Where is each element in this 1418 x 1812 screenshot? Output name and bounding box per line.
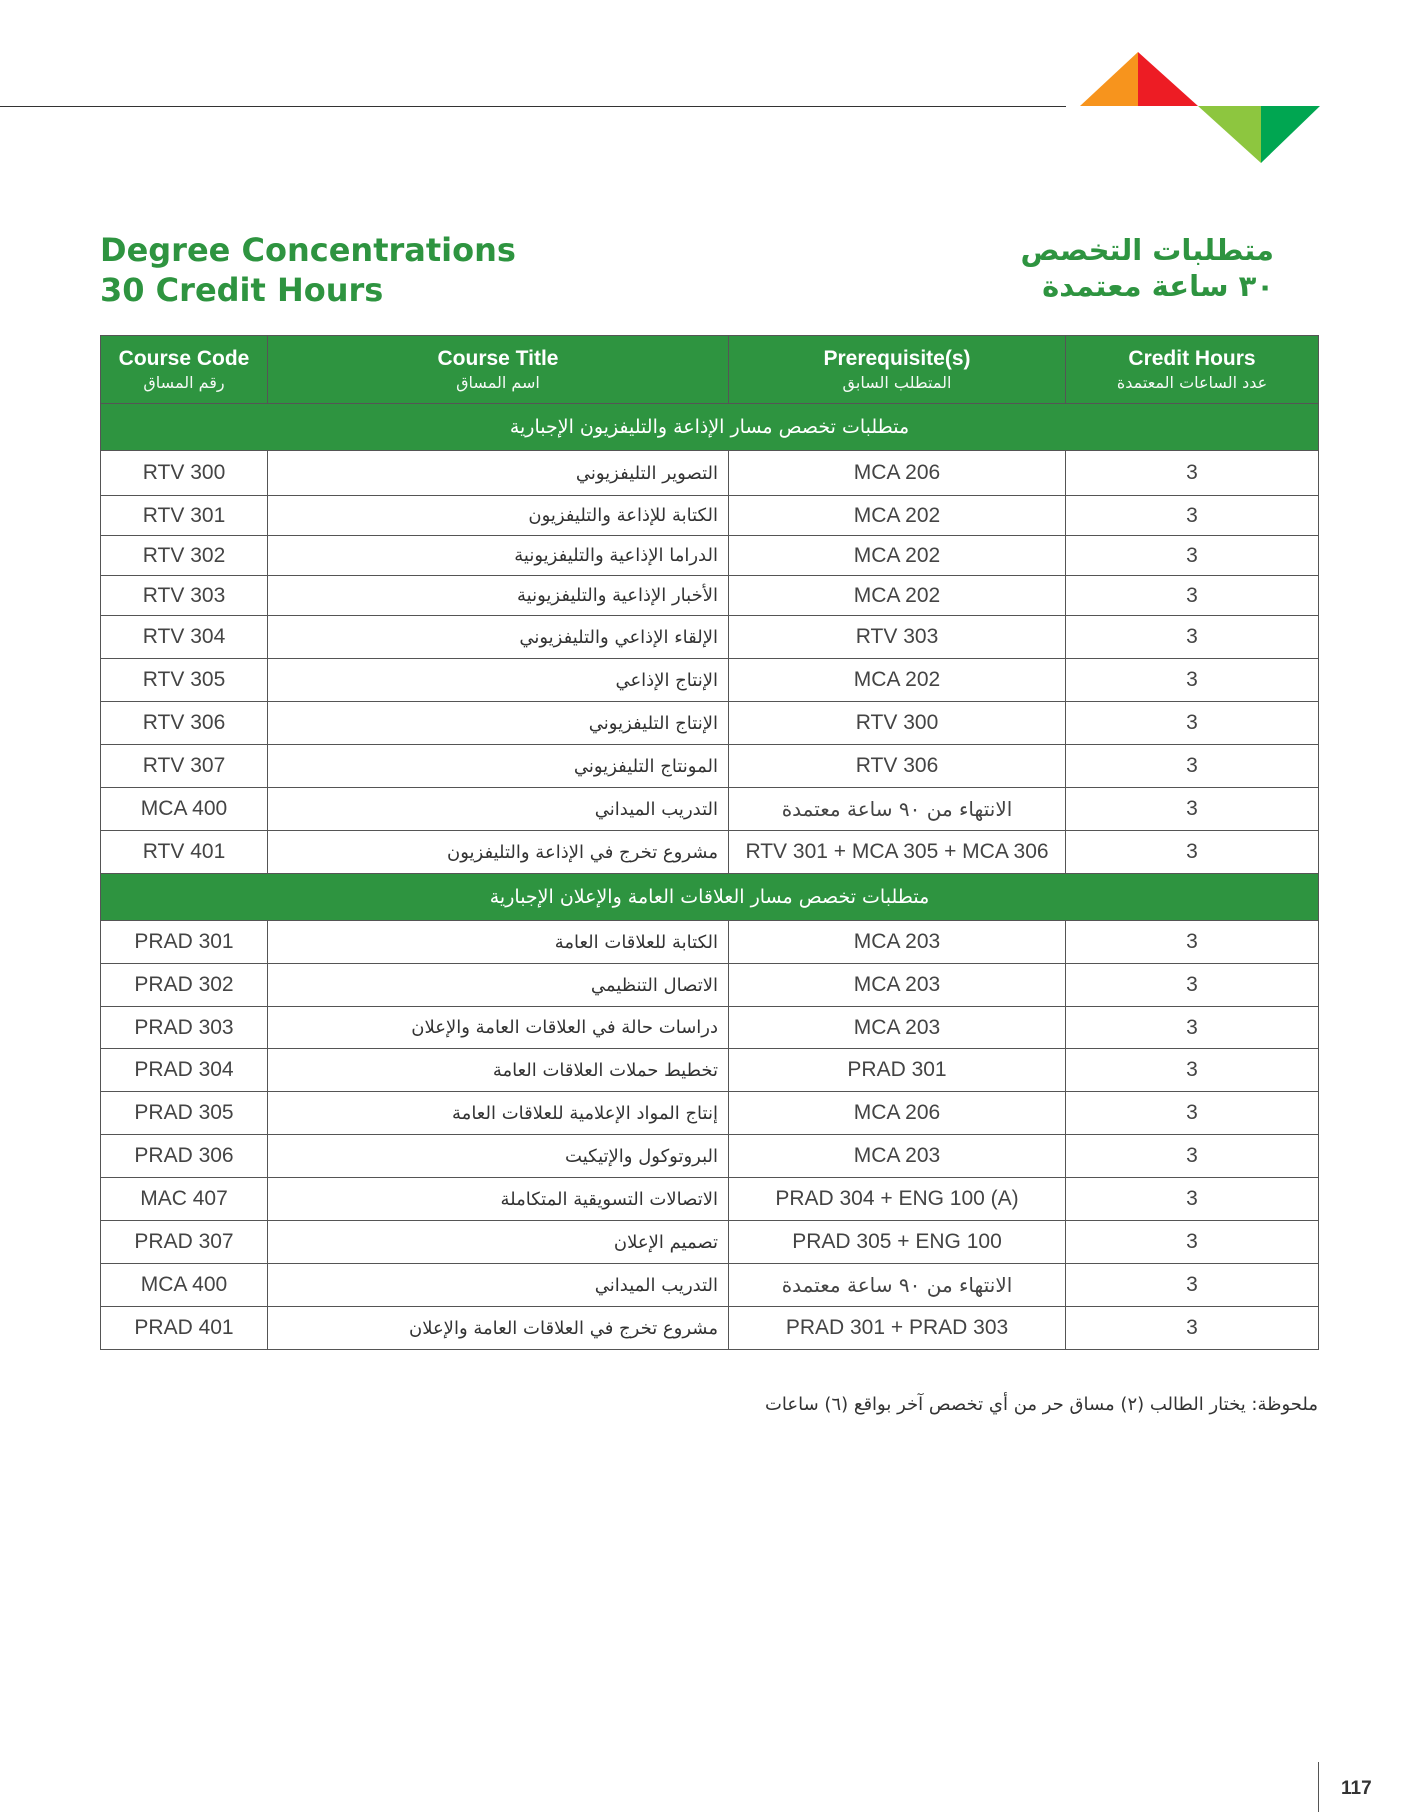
prerequisite-cell: MCA 206 [729,1092,1066,1135]
course-title-cell: الإنتاج الإذاعي [268,659,729,702]
course-code-cell: RTV 302 [101,536,268,576]
course-code-cell: PRAD 307 [101,1221,268,1264]
course-title-cell: الكتابة للعلاقات العامة [268,921,729,964]
heading-en-line1: Degree Concentrations [100,231,516,269]
footnote: ملحوظة: يختار الطالب (٢) مساق حر من أي تخصص آخر بواقع (٦) ساعات [764,1394,1318,1415]
header-course-code: Course Code رقم المساق [101,336,268,404]
table-row [101,788,1319,831]
credit-hours-cell: 3 [1066,1178,1319,1221]
credit-hours-cell: 3 [1066,1092,1319,1135]
prerequisite-cell: MCA 202 [729,496,1066,536]
table-row [101,1264,1319,1307]
table-row [101,659,1319,702]
course-code-cell: PRAD 302 [101,964,268,1007]
prerequisite-cell: RTV 300 [729,702,1066,745]
course-title-cell: إنتاج المواد الإعلامية للعلاقات العامة [268,1092,729,1135]
credit-hours-cell: 3 [1066,536,1319,576]
logo-orange-triangle [1080,52,1138,106]
course-title-cell: الإلقاء الإذاعي والتليفزيوني [268,616,729,659]
course-code-cell: MCA 400 [101,1264,268,1307]
credit-hours-cell: 3 [1066,1264,1319,1307]
course-title-cell: الكتابة للإذاعة والتليفزيون [268,496,729,536]
course-code-cell: PRAD 303 [101,1007,268,1049]
prerequisite-cell: الانتهاء من ٩٠ ساعة معتمدة [729,1264,1066,1307]
course-title-cell: مشروع تخرج في العلاقات العامة والإعلان [268,1307,729,1350]
course-code-cell: RTV 306 [101,702,268,745]
prerequisite-cell: RTV 303 [729,616,1066,659]
prerequisite-cell: PRAD 301 [729,1049,1066,1092]
course-code-cell: PRAD 306 [101,1135,268,1178]
course-code-cell: RTV 305 [101,659,268,702]
header-course-title: Course Title اسم المساق [268,336,729,404]
table-row [101,1007,1319,1049]
course-code-cell: PRAD 304 [101,1049,268,1092]
prerequisite-cell: الانتهاء من ٩٠ ساعة معتمدة [729,788,1066,831]
course-title-cell: تصميم الإعلان [268,1221,729,1264]
table-row [101,1307,1319,1350]
table-row [101,745,1319,788]
table-row [101,1049,1319,1092]
prerequisite-cell: MCA 203 [729,1007,1066,1049]
header-prerequisites: Prerequisite(s) المتطلب السابق [729,336,1066,404]
heading-en-line2: 30 Credit Hours [100,271,384,309]
logo-green-triangle [1261,106,1320,163]
prerequisite-cell: PRAD 301 + PRAD 303 [729,1307,1066,1350]
credit-hours-cell: 3 [1066,921,1319,964]
course-code-cell: RTV 304 [101,616,268,659]
heading-arabic [1020,232,1274,304]
course-title-cell: مشروع تخرج في الإذاعة والتليفزيون [268,831,729,874]
credit-hours-cell: 3 [1066,1049,1319,1092]
prerequisite-cell: RTV 301 + MCA 305 + MCA 306 [729,831,1066,874]
course-title-cell: التدريب الميداني [268,788,729,831]
table-row [101,1135,1319,1178]
course-code-cell: RTV 307 [101,745,268,788]
table-row [101,831,1319,874]
course-title-cell: التدريب الميداني [268,1264,729,1307]
course-title-cell: البروتوكول والإتيكيت [268,1135,729,1178]
section-title: متطلبات تخصص مسار العلاقات العامة والإعلان الإجبارية [101,874,1319,921]
logo-lightgreen-triangle [1198,106,1261,163]
brand-logo-icon [1080,48,1320,163]
prerequisite-cell: MCA 203 [729,921,1066,964]
course-title-cell: دراسات حالة في العلاقات العامة والإعلان [268,1007,729,1049]
credit-hours-cell: 3 [1066,1007,1319,1049]
table-row [101,451,1319,496]
course-code-cell: RTV 300 [101,451,268,496]
course-code-cell: PRAD 301 [101,921,268,964]
course-title-cell: الاتصال التنظيمي [268,964,729,1007]
credit-hours-cell: 3 [1066,616,1319,659]
credit-hours-cell: 3 [1066,964,1319,1007]
credit-hours-cell: 3 [1066,496,1319,536]
prerequisite-cell: PRAD 305 + ENG 100 [729,1221,1066,1264]
table-row [101,536,1319,576]
table-row [101,576,1319,616]
credit-hours-cell: 3 [1066,1307,1319,1350]
logo-red-triangle [1138,52,1198,106]
prerequisite-cell: MCA 202 [729,536,1066,576]
table-row [101,616,1319,659]
prerequisite-cell: RTV 306 [729,745,1066,788]
table-row [101,964,1319,1007]
courses-table [100,335,1319,1350]
course-title-cell: المونتاج التليفزيوني [268,745,729,788]
course-title-cell: تخطيط حملات العلاقات العامة [268,1049,729,1092]
page-number-rule [1318,1762,1319,1812]
prerequisite-cell: MCA 203 [729,1135,1066,1178]
table-row [101,496,1319,536]
table-row [101,1221,1319,1264]
course-code-cell: RTV 301 [101,496,268,536]
course-code-cell: PRAD 401 [101,1307,268,1350]
table-row [101,921,1319,964]
course-title-cell: الدراما الإذاعية والتليفزيونية [268,536,729,576]
credit-hours-cell: 3 [1066,745,1319,788]
table-row [101,702,1319,745]
page-number: 117 [1341,1778,1372,1799]
course-title-cell: الأخبار الإذاعية والتليفزيونية [268,576,729,616]
table-row [101,1178,1319,1221]
prerequisite-cell: MCA 203 [729,964,1066,1007]
section-row-prad [101,874,1319,921]
course-code-cell: MAC 407 [101,1178,268,1221]
course-code-cell: RTV 303 [101,576,268,616]
table-row [101,1092,1319,1135]
heading-ar-line2: ٣٠ ساعة معتمدة [1042,269,1274,303]
credit-hours-cell: 3 [1066,576,1319,616]
prerequisite-cell: PRAD 304 + ENG 100 (A) [729,1178,1066,1221]
credit-hours-cell: 3 [1066,451,1319,496]
credit-hours-cell: 3 [1066,831,1319,874]
course-code-cell: MCA 400 [101,788,268,831]
section-row-rtv: متطلبات تخصص مسار الإذاعة والتليفزيون الإجبارية [101,404,1319,451]
course-title-cell: الاتصالات التسويقية المتكاملة [268,1178,729,1221]
heading-ar-line1: متطلبات التخصص [1020,233,1274,267]
course-code-cell: PRAD 305 [101,1092,268,1135]
prerequisite-cell: MCA 202 [729,659,1066,702]
course-code-cell: RTV 401 [101,831,268,874]
header-credit-hours: Credit Hours عدد الساعات المعتمدة [1066,336,1319,404]
table-header-row [101,336,1319,404]
course-title-cell: الإنتاج التليفزيوني [268,702,729,745]
credit-hours-cell: 3 [1066,702,1319,745]
credit-hours-cell: 3 [1066,788,1319,831]
prerequisite-cell: MCA 202 [729,576,1066,616]
credit-hours-cell: 3 [1066,1135,1319,1178]
course-title-cell: التصوير التليفزيوني [268,451,729,496]
credit-hours-cell: 3 [1066,659,1319,702]
top-rule [0,106,1066,107]
heading-english [100,230,516,310]
prerequisite-cell: MCA 206 [729,451,1066,496]
credit-hours-cell: 3 [1066,1221,1319,1264]
